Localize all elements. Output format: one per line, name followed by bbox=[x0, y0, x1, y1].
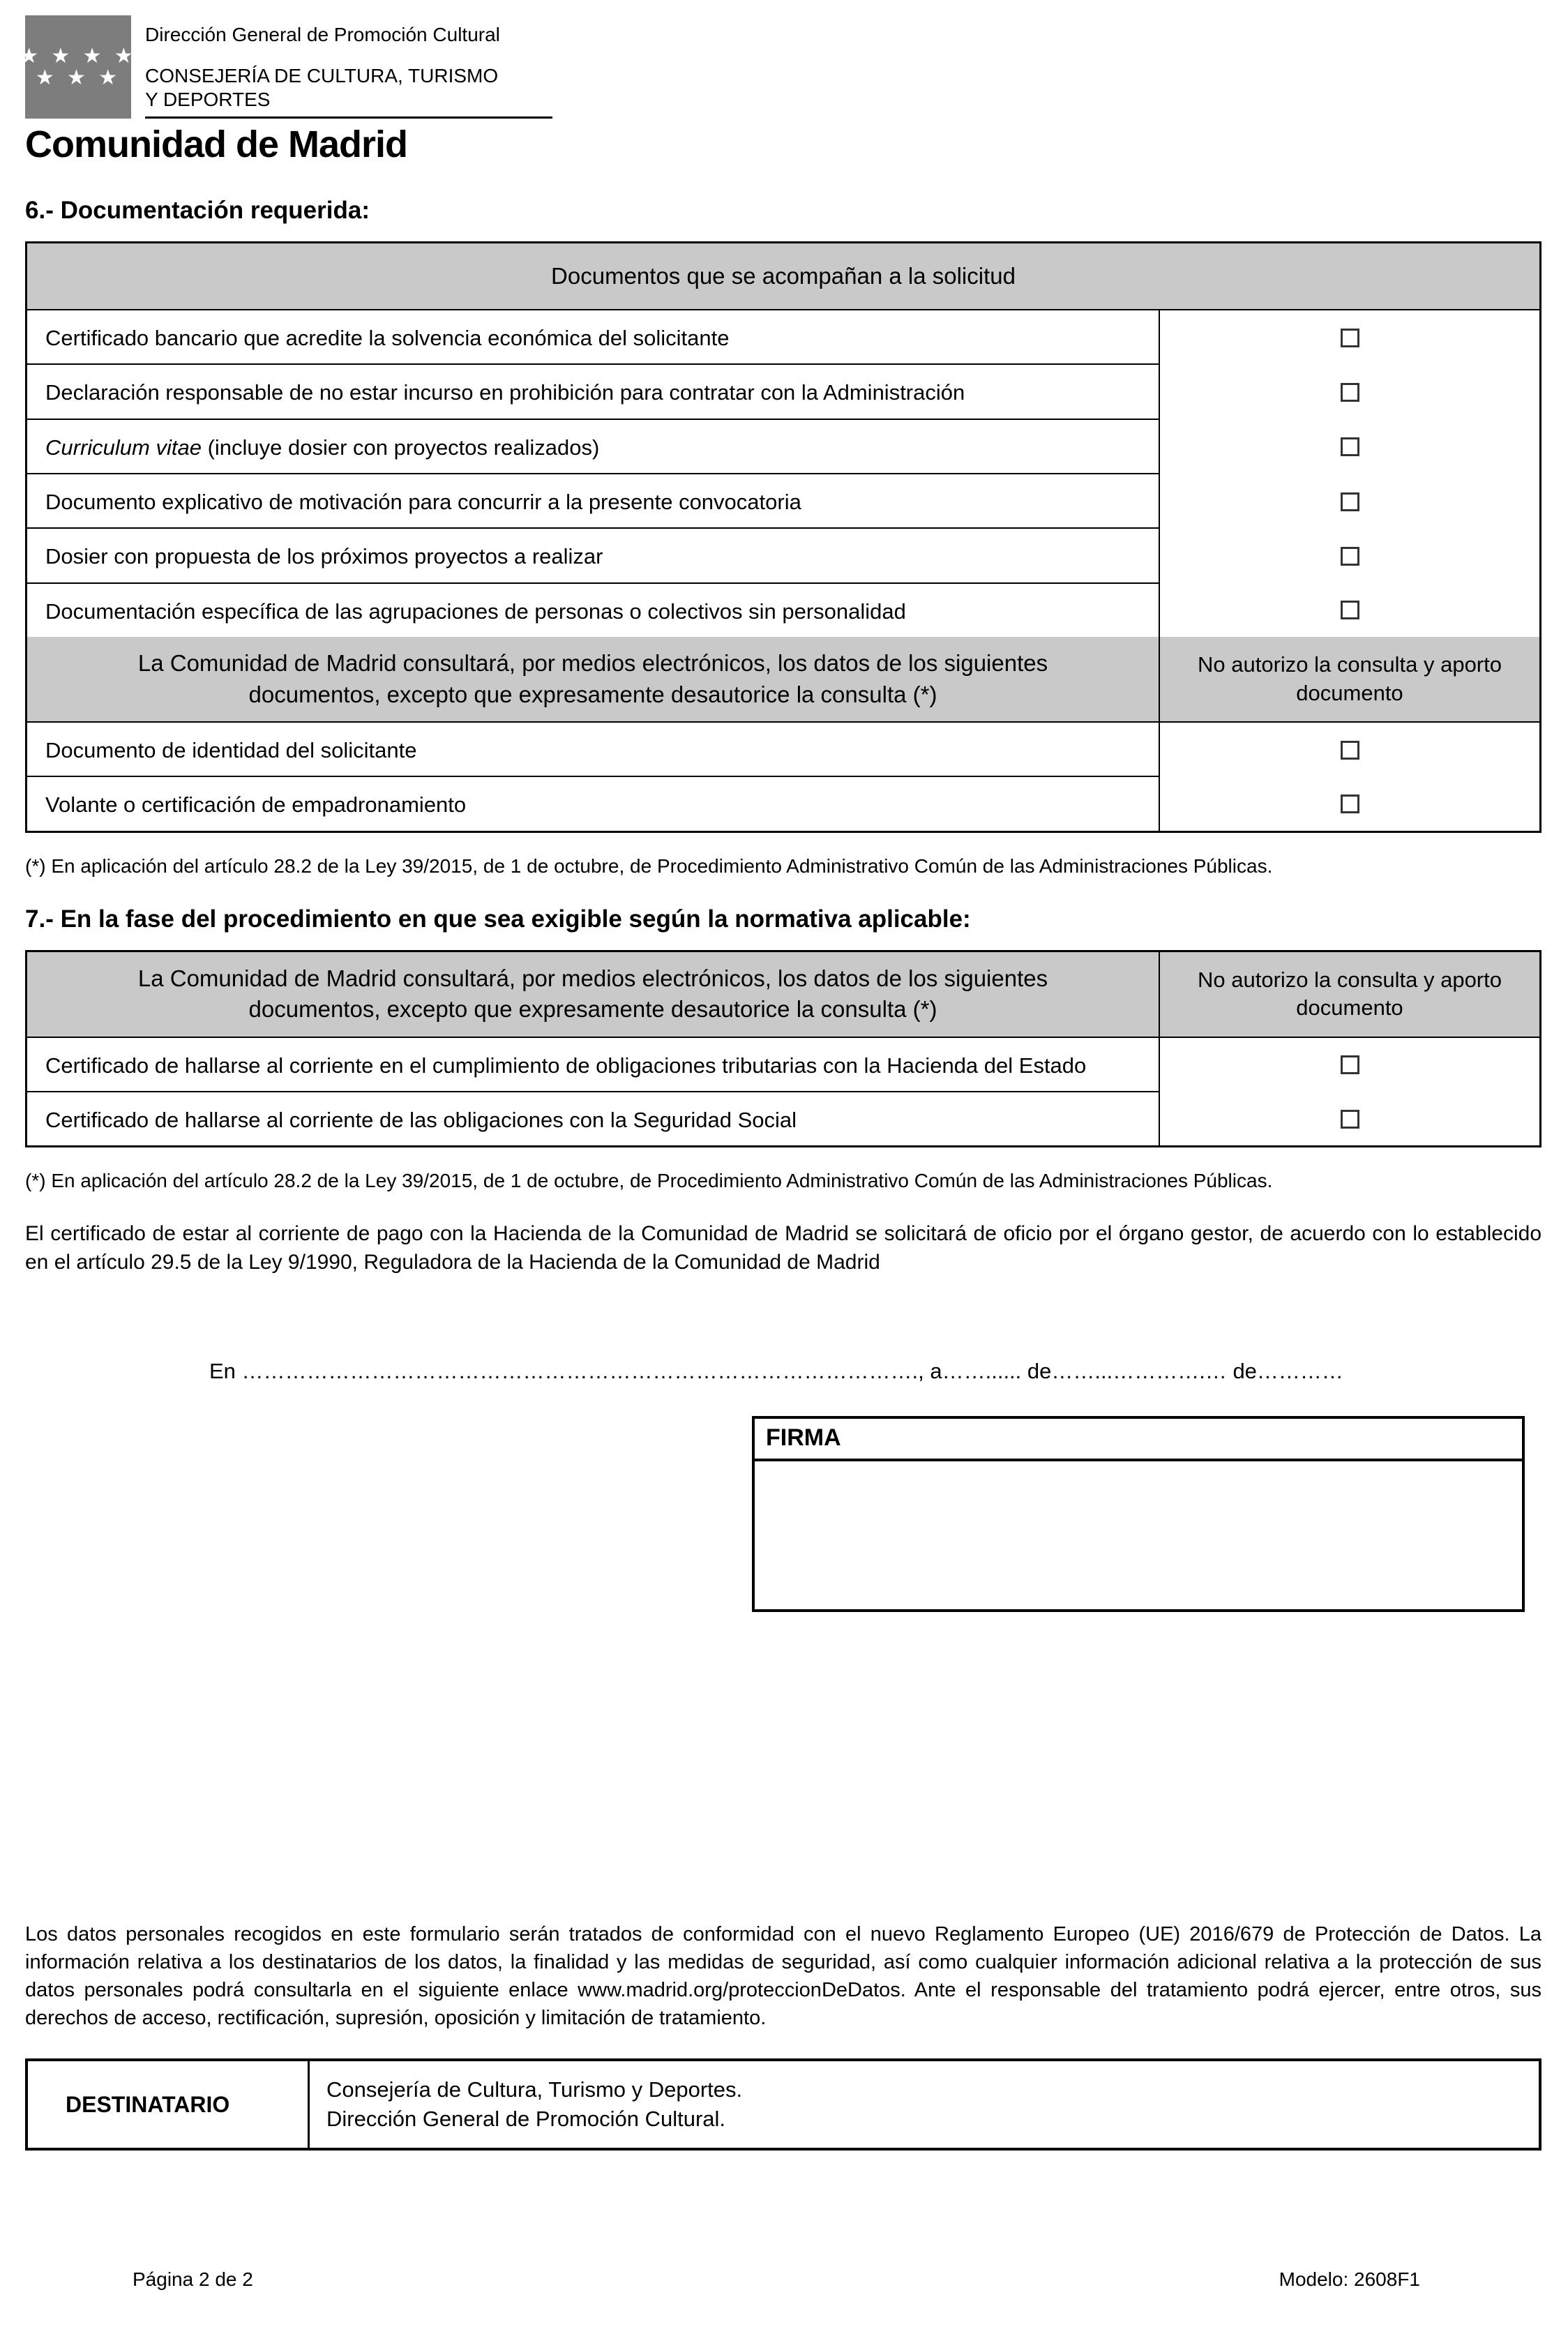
checkbox[interactable] bbox=[1341, 601, 1359, 619]
hacienda-note: El certificado de estar al corriente de pago con la Hacienda de la Comunidad de Madrid se solicitará de oficio por el órgano gestor, de acuerdo con lo establecido en el artículo 29.5 de la Ley 9/1990, Reguladora de la Hacienda de la Comunidad de Madrid bbox=[25, 1222, 1541, 1274]
destinatario-box bbox=[25, 2058, 1541, 2151]
destinatario-line2: Dirección General de Promoción Cultural. bbox=[326, 2107, 726, 2132]
consult-right-header: No autorizo la consulta y aporto documento bbox=[1159, 637, 1539, 721]
checkbox[interactable] bbox=[1341, 795, 1359, 813]
row-label: Documento explicativo de motivación para concurrir a la presente convocatoria bbox=[27, 474, 1159, 529]
table-row bbox=[27, 777, 1539, 830]
checkbox-cell bbox=[1159, 474, 1539, 529]
org-block bbox=[145, 15, 552, 119]
checkbox-cell bbox=[1159, 529, 1539, 583]
section-7-title: 7.- En la fase del procedimiento en que sea exigible según la normativa aplicable: bbox=[25, 905, 971, 933]
table-row bbox=[27, 365, 1539, 419]
section-7-footnote: (*) En aplicación del artículo 28.2 de la Ley 39/2015, de 1 de octubre, de Procedimiento Administrativo Común de las Administraciones Públicas. bbox=[25, 1170, 1273, 1192]
checkbox[interactable] bbox=[1341, 329, 1359, 347]
checkbox[interactable] bbox=[1341, 1055, 1359, 1074]
date-fill-line[interactable]: En …………………………………………………………………………………., a……...... de……...………….… de………… bbox=[209, 1359, 1343, 1384]
checkbox-cell bbox=[1159, 365, 1539, 419]
destinatario-line1: Consejería de Cultura, Turismo y Deportes. bbox=[326, 2077, 743, 2102]
row-label: Certificado bancario que acredite la solvencia económica del solicitante bbox=[27, 310, 1159, 365]
checkbox-cell bbox=[1159, 1092, 1539, 1145]
model-number: Modelo: 2608F1 bbox=[1279, 2268, 1420, 2290]
section-6-title: 6.- Documentación requerida: bbox=[25, 197, 370, 225]
row-label bbox=[27, 420, 1159, 474]
table-row bbox=[27, 1092, 1539, 1145]
consult-right-header: No autorizo la consulta y aporto documento bbox=[1159, 952, 1539, 1037]
checkbox[interactable] bbox=[1341, 741, 1359, 760]
destinatario-label: DESTINATARIO bbox=[28, 2061, 310, 2148]
checkbox[interactable] bbox=[1341, 547, 1359, 566]
privacy-notice: Los datos personales recogidos en este formulario serán tratados de conformidad con el nuevo Reglamento Europeo (UE) 2016/679 de Protección de Datos. La información relativa a los destinatarios de los datos, la finalidad y las medidas de seguridad, así como cualquier información adicional relativa a la protección de sus datos personales podrá consultarla en el siguiente enlace www.madrid.org/proteccionDeDatos. Ante el responsable del tratamiento podrá ejercer, entre otros, sus derechos de acceso, rectificación, supresión, oposición y limitación de tratamiento. bbox=[25, 1923, 1541, 2030]
table-row bbox=[27, 474, 1539, 529]
section-6-footnote: (*) En aplicación del artículo 28.2 de la Ley 39/2015, de 1 de octubre, de Procedimiento Administrativo Común de las Administraciones Públicas. bbox=[25, 854, 1273, 877]
page-number: Página 2 de 2 bbox=[133, 2268, 253, 2290]
table-row bbox=[27, 310, 1539, 365]
checkbox-cell bbox=[1159, 1038, 1539, 1092]
consult-text: La Comunidad de Madrid consultará, por medios electrónicos, los datos de los siguientes documentos, excepto que expresamente desautorice la consulta (*) bbox=[137, 649, 1048, 707]
section-6-table bbox=[25, 241, 1541, 832]
checkbox[interactable] bbox=[1341, 383, 1359, 402]
consult-band bbox=[27, 952, 1539, 1038]
row-label: Certificado de hallarse al corriente de las obligaciones con la Seguridad Social bbox=[45, 1108, 797, 1133]
consejeria-name-line1: CONSEJERÍA DE CULTURA, TURISMO bbox=[145, 65, 499, 86]
consult-band bbox=[27, 637, 1539, 723]
signature-box bbox=[752, 1416, 1525, 1612]
checkbox-cell bbox=[1159, 777, 1539, 830]
section-7-table bbox=[25, 950, 1541, 1148]
comunidad-madrid-flag-logo bbox=[20, 15, 137, 119]
row-label: Documentación específica de las agrupaciones de personas o colectivos sin personalidad bbox=[45, 598, 906, 624]
consult-text: La Comunidad de Madrid consultará, por medios electrónicos, los datos de los siguientes documentos, excepto que expresamente desautorice la consulta (*) bbox=[137, 965, 1048, 1023]
checkbox-cell bbox=[1159, 584, 1539, 637]
brand-title: Comunidad de Madrid bbox=[25, 123, 407, 166]
destinatario-value bbox=[310, 2061, 1539, 2148]
header bbox=[20, 15, 1541, 119]
page-footer bbox=[0, 2268, 1568, 2291]
table-row bbox=[27, 584, 1539, 637]
stars-icon: ★ ★ ★ ★ bbox=[20, 44, 137, 68]
checkbox[interactable] bbox=[1341, 1110, 1359, 1129]
department-name: Dirección General de Promoción Cultural bbox=[145, 24, 500, 45]
checkbox-cell bbox=[1159, 420, 1539, 474]
checkbox-cell bbox=[1159, 310, 1539, 365]
row-label: Certificado de hallarse al corriente en el cumplimiento de obligaciones tributarias con la Hacienda del Estado bbox=[27, 1038, 1159, 1092]
firma-label: FIRMA bbox=[755, 1419, 1522, 1461]
checkbox-cell bbox=[1159, 723, 1539, 777]
table-row bbox=[27, 723, 1539, 777]
row-label-italic: Curriculum vitae bbox=[45, 435, 202, 460]
table-row bbox=[27, 1038, 1539, 1092]
table-row bbox=[27, 529, 1539, 583]
signature-area[interactable] bbox=[755, 1461, 1522, 1609]
row-label: Dosier con propuesta de los próximos proyectos a realizar bbox=[27, 529, 1159, 583]
row-label-rest: (incluye dosier con proyectos realizados) bbox=[201, 435, 600, 460]
row-label: Volante o certificación de empadronamiento bbox=[45, 792, 467, 818]
stars-icon: ★ ★ ★ bbox=[35, 66, 121, 89]
checkbox[interactable] bbox=[1341, 492, 1359, 511]
row-label: Declaración responsable de no estar incurso en prohibición para contratar con la Administración bbox=[27, 365, 1159, 419]
consejeria-name-line2: Y DEPORTES bbox=[145, 88, 271, 110]
table-header: Documentos que se acompañan a la solicitud bbox=[27, 243, 1539, 310]
row-label: Documento de identidad del solicitante bbox=[27, 723, 1159, 777]
table-row bbox=[27, 420, 1539, 474]
checkbox[interactable] bbox=[1341, 437, 1359, 456]
